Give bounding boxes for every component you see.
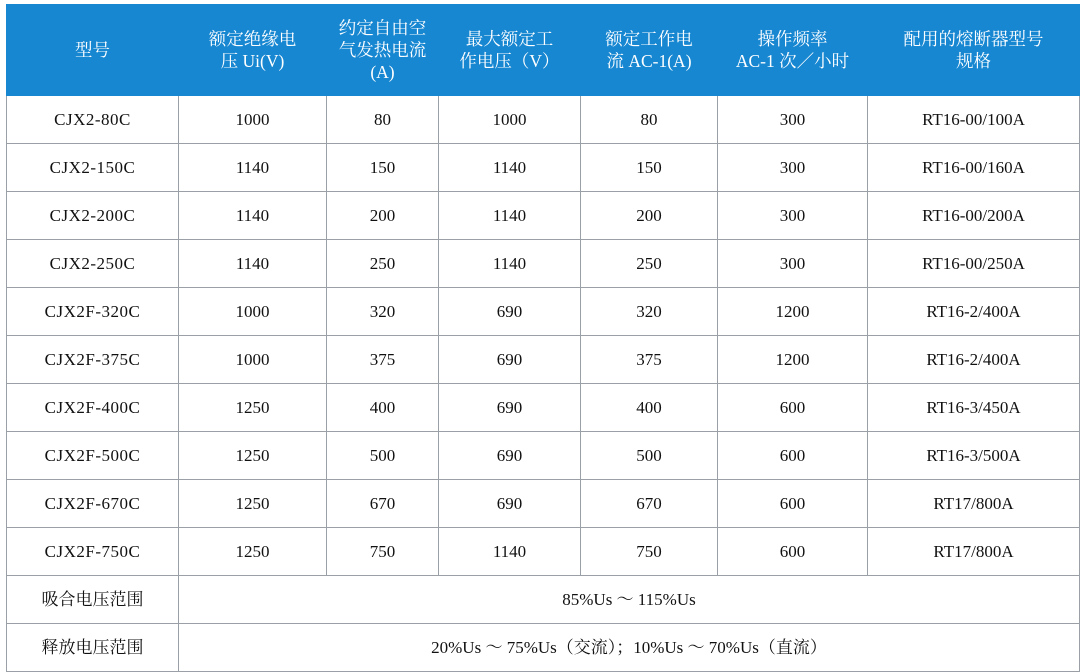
column-header-conventional-free-air-thermal-current [327, 5, 439, 96]
cell-thermal-current: 400 [327, 384, 439, 432]
cell-thermal-current: 320 [327, 288, 439, 336]
cell-fuse-model: RT16-2/400A [868, 336, 1080, 384]
column-header-fuse-model [868, 5, 1080, 96]
cell-fuse-model: RT16-00/250A [868, 240, 1080, 288]
cell-operating-current: 150 [581, 144, 718, 192]
cell-fuse-model: RT17/800A [868, 528, 1080, 576]
cell-operating-current: 320 [581, 288, 718, 336]
cell-model: CJX2F-750C [7, 528, 179, 576]
cell-operating-frequency: 1200 [718, 288, 868, 336]
table-header [7, 5, 1080, 96]
cell-insulation-voltage: 1000 [179, 96, 327, 144]
cell-thermal-current: 750 [327, 528, 439, 576]
cell-fuse-model: RT16-00/200A [868, 192, 1080, 240]
header-line: 压 Ui(V) [220, 51, 285, 71]
cell-operating-frequency: 600 [718, 528, 868, 576]
cell-max-voltage: 1000 [439, 96, 581, 144]
header-line: 气发热电流 [338, 39, 427, 60]
cell-insulation-voltage: 1000 [179, 336, 327, 384]
cell-model: CJX2F-500C [7, 432, 179, 480]
cell-model: CJX2-80C [7, 96, 179, 144]
header-line: 最大额定工 [465, 28, 554, 49]
cell-fuse-model: RT17/800A [868, 480, 1080, 528]
cell-insulation-voltage: 1250 [179, 480, 327, 528]
cell-max-voltage: 1140 [439, 144, 581, 192]
cell-model: CJX2-200C [7, 192, 179, 240]
header-line: 约定自由空 [338, 17, 427, 38]
cell-thermal-current: 250 [327, 240, 439, 288]
table-row [7, 336, 1080, 384]
cell-max-voltage: 690 [439, 384, 581, 432]
cell-thermal-current: 200 [327, 192, 439, 240]
cell-release-voltage-label: 释放电压范围 [7, 624, 179, 672]
specification-table [6, 4, 1080, 672]
cell-max-voltage: 690 [439, 288, 581, 336]
cell-insulation-voltage: 1140 [179, 192, 327, 240]
column-header-rated-operating-current [581, 5, 718, 96]
header-line: 作电压（V） [459, 51, 560, 71]
cell-operating-current: 750 [581, 528, 718, 576]
cell-operating-frequency: 300 [718, 144, 868, 192]
cell-max-voltage: 1140 [439, 192, 581, 240]
cell-operating-current: 670 [581, 480, 718, 528]
cell-release-voltage-value: 20%Us ～ 75%Us（交流）；10%Us ～ 70%Us（直流） [179, 624, 1080, 672]
cell-operating-frequency: 300 [718, 240, 868, 288]
cell-max-voltage: 1140 [439, 240, 581, 288]
table-row [7, 240, 1080, 288]
table-row [7, 432, 1080, 480]
cell-model: CJX2-150C [7, 144, 179, 192]
header-line: 操作频率 [757, 28, 828, 49]
cell-operating-current: 500 [581, 432, 718, 480]
cell-pickup-voltage-value: 85%Us ～ 115%Us [179, 576, 1080, 624]
cell-max-voltage: 690 [439, 336, 581, 384]
cell-operating-frequency: 600 [718, 384, 868, 432]
header-line: 规格 [956, 51, 991, 71]
cell-insulation-voltage: 1250 [179, 384, 327, 432]
cell-fuse-model: RT16-00/100A [868, 96, 1080, 144]
header-line: 配用的熔断器型号 [903, 28, 1044, 49]
cell-insulation-voltage: 1250 [179, 528, 327, 576]
cell-operating-frequency: 600 [718, 432, 868, 480]
cell-model: CJX2F-670C [7, 480, 179, 528]
header-line: 型号 [75, 39, 110, 60]
cell-operating-frequency: 300 [718, 192, 868, 240]
column-header-max-rated-operating-voltage [439, 5, 581, 96]
cell-operating-current: 400 [581, 384, 718, 432]
header-line: 流 AC-1(A) [606, 51, 692, 71]
cell-thermal-current: 375 [327, 336, 439, 384]
table-row-pickup-voltage-range [7, 576, 1080, 624]
cell-fuse-model: RT16-3/450A [868, 384, 1080, 432]
header-line: 额定工作电 [605, 28, 693, 49]
table-row-release-voltage-range [7, 624, 1080, 672]
cell-operating-current: 200 [581, 192, 718, 240]
cell-operating-frequency: 300 [718, 96, 868, 144]
cell-thermal-current: 500 [327, 432, 439, 480]
table-body [7, 96, 1080, 672]
cell-fuse-model: RT16-2/400A [868, 288, 1080, 336]
header-line: (A) [370, 62, 395, 83]
table-row [7, 144, 1080, 192]
cell-thermal-current: 80 [327, 96, 439, 144]
cell-operating-frequency: 600 [718, 480, 868, 528]
table-row [7, 528, 1080, 576]
table-row [7, 288, 1080, 336]
cell-model: CJX2-250C [7, 240, 179, 288]
cell-operating-current: 375 [581, 336, 718, 384]
header-line: AC-1 次／小时 [735, 51, 850, 71]
cell-pickup-voltage-label: 吸合电压范围 [7, 576, 179, 624]
column-header-operating-frequency [718, 5, 868, 96]
cell-max-voltage: 690 [439, 432, 581, 480]
cell-model: CJX2F-400C [7, 384, 179, 432]
header-line: 额定绝缘电 [208, 28, 297, 49]
cell-thermal-current: 670 [327, 480, 439, 528]
column-header-model [7, 5, 179, 96]
cell-fuse-model: RT16-00/160A [868, 144, 1080, 192]
table-row [7, 384, 1080, 432]
cell-operating-frequency: 1200 [718, 336, 868, 384]
cell-insulation-voltage: 1000 [179, 288, 327, 336]
table-row [7, 192, 1080, 240]
table-row [7, 96, 1080, 144]
cell-fuse-model: RT16-3/500A [868, 432, 1080, 480]
cell-insulation-voltage: 1250 [179, 432, 327, 480]
cell-thermal-current: 150 [327, 144, 439, 192]
table-row [7, 480, 1080, 528]
cell-operating-current: 80 [581, 96, 718, 144]
cell-operating-current: 250 [581, 240, 718, 288]
cell-insulation-voltage: 1140 [179, 240, 327, 288]
cell-max-voltage: 690 [439, 480, 581, 528]
header-row [7, 5, 1080, 96]
cell-insulation-voltage: 1140 [179, 144, 327, 192]
cell-model: CJX2F-320C [7, 288, 179, 336]
column-header-rated-insulation-voltage [179, 5, 327, 96]
cell-model: CJX2F-375C [7, 336, 179, 384]
cell-max-voltage: 1140 [439, 528, 581, 576]
